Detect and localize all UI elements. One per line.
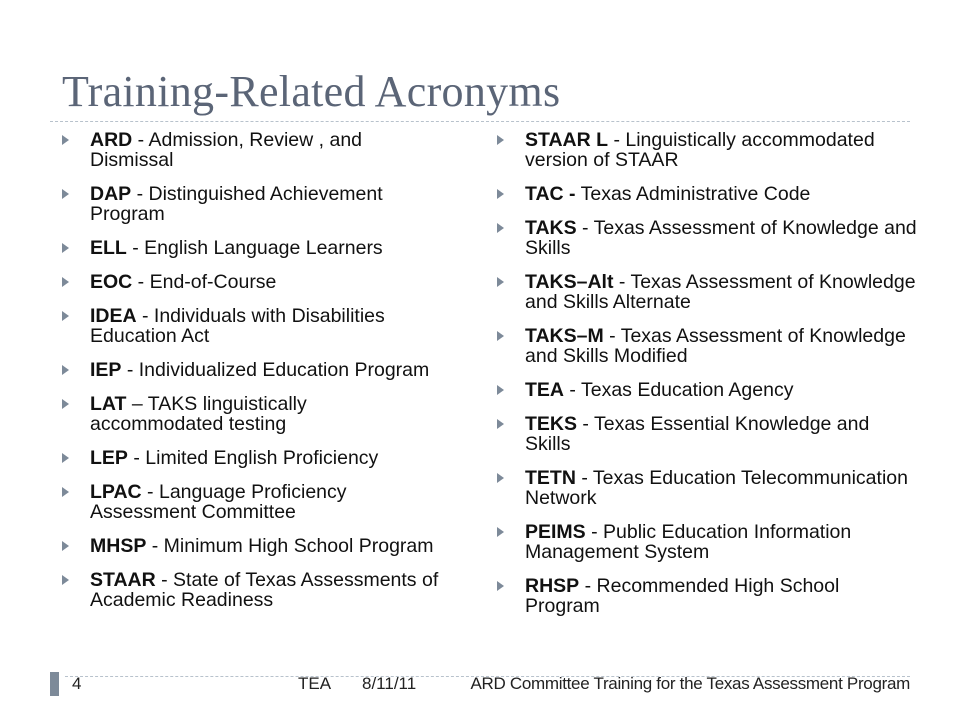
list-item xyxy=(497,218,917,258)
list-item xyxy=(497,576,917,616)
list-item xyxy=(62,482,442,522)
acronym-definition: - Language Proficiency Assessment Committee xyxy=(90,481,347,523)
acronym-definition: - End-of-Course xyxy=(132,271,277,293)
list-item xyxy=(62,394,442,434)
triangle-bullet-icon xyxy=(497,277,504,287)
triangle-bullet-icon xyxy=(62,575,69,585)
acronym-term: DAP xyxy=(90,183,132,205)
list-item xyxy=(62,306,442,346)
triangle-bullet-icon xyxy=(62,541,69,551)
acronym-definition: - Admission, Review , and Dismissal xyxy=(90,129,363,171)
triangle-bullet-icon xyxy=(62,487,69,497)
triangle-bullet-icon xyxy=(497,581,504,591)
acronym-term: STAAR xyxy=(90,569,156,591)
triangle-bullet-icon xyxy=(497,331,504,341)
footer-org: TEA xyxy=(298,674,332,693)
acronym-term: IEP xyxy=(90,359,122,381)
acronym-term: STAAR L xyxy=(525,129,609,151)
acronym-definition: - Individualized Education Program xyxy=(121,359,430,381)
acronym-list-left xyxy=(62,130,442,624)
acronym-definition: - Public Education Information Management System xyxy=(525,521,852,563)
acronym-term: TAC - xyxy=(525,183,576,205)
acronym-term: ELL xyxy=(90,237,127,259)
triangle-bullet-icon xyxy=(497,527,504,537)
acronym-definition: - Texas Essential Knowledge and Skills xyxy=(525,413,870,455)
list-item xyxy=(497,380,917,400)
triangle-bullet-icon xyxy=(62,189,69,199)
acronym-term: IDEA xyxy=(90,305,137,327)
list-item xyxy=(497,130,917,170)
triangle-bullet-icon xyxy=(62,135,69,145)
triangle-bullet-icon xyxy=(497,473,504,483)
acronym-term: LAT xyxy=(90,393,127,415)
list-item xyxy=(497,468,917,508)
list-item xyxy=(497,272,917,312)
list-item xyxy=(497,184,917,204)
acronym-definition: Texas Administrative Code xyxy=(575,183,811,205)
triangle-bullet-icon xyxy=(62,243,69,253)
triangle-bullet-icon xyxy=(62,365,69,375)
list-item xyxy=(497,522,917,562)
acronym-definition: - Limited English Proficiency xyxy=(127,447,379,469)
acronym-definition: - Texas Assessment of Knowledge and Skills Modified xyxy=(525,325,906,367)
acronym-term: TAKS–M xyxy=(525,325,604,347)
page-title: Training-Related Acronyms xyxy=(62,67,561,116)
triangle-bullet-icon xyxy=(62,277,69,287)
acronym-term: TAKS–Alt xyxy=(525,271,614,293)
list-item xyxy=(62,238,442,258)
acronym-term: TEA xyxy=(525,379,564,401)
acronym-definition: - Texas Assessment of Knowledge and Skills xyxy=(525,217,917,259)
triangle-bullet-icon xyxy=(497,135,504,145)
list-item xyxy=(62,360,442,380)
triangle-bullet-icon xyxy=(62,399,69,409)
triangle-bullet-icon xyxy=(62,453,69,463)
acronym-term: TAKS xyxy=(525,217,577,239)
acronym-term: LPAC xyxy=(90,481,142,503)
footer-title: ARD Committee Training for the Texas Assessment Program xyxy=(470,674,910,693)
acronym-term: RHSP xyxy=(525,575,580,597)
list-item xyxy=(62,184,442,224)
list-item xyxy=(62,570,442,610)
acronym-definition: - Texas Assessment of Knowledge and Skills Alternate xyxy=(525,271,916,313)
acronym-term: MHSP xyxy=(90,535,147,557)
acronym-definition: – TAKS linguistically accommodated testing xyxy=(90,393,307,435)
list-item xyxy=(62,272,442,292)
list-item xyxy=(62,536,442,556)
page-number: 4 xyxy=(72,674,82,693)
triangle-bullet-icon xyxy=(497,385,504,395)
acronym-definition: - Minimum High School Program xyxy=(146,535,434,557)
acronym-definition: - Texas Education Telecommunication Network xyxy=(525,467,908,509)
acronym-definition: - Recommended High School Program xyxy=(525,575,840,617)
acronym-definition: - Linguistically accommodated version of STAAR xyxy=(525,129,875,171)
acronym-term: TEKS xyxy=(525,413,578,435)
acronym-list-right xyxy=(497,130,917,630)
acronym-definition: - Individuals with Disabilities Education Act xyxy=(90,305,385,347)
triangle-bullet-icon xyxy=(497,419,504,429)
acronym-term: PEIMS xyxy=(525,521,586,543)
triangle-bullet-icon xyxy=(62,311,69,321)
footer-date: 8/11/11 xyxy=(362,674,417,693)
list-item xyxy=(497,414,917,454)
list-item xyxy=(62,130,442,170)
acronym-term: EOC xyxy=(90,271,133,293)
triangle-bullet-icon xyxy=(497,189,504,199)
acronym-definition: - English Language Learners xyxy=(126,237,383,259)
acronym-term: TETN xyxy=(525,467,576,489)
acronym-definition: - Distinguished Achievement Program xyxy=(90,183,383,225)
triangle-bullet-icon xyxy=(497,223,504,233)
acronym-definition: - State of Texas Assessments of Academic Readiness xyxy=(90,569,439,611)
list-item xyxy=(62,448,442,468)
acronym-definition: - Texas Education Agency xyxy=(564,379,794,401)
acronym-term: ARD xyxy=(90,129,133,151)
title-divider xyxy=(50,121,910,122)
footer-accent-bar xyxy=(50,672,59,696)
acronym-term: LEP xyxy=(90,447,128,469)
list-item xyxy=(497,326,917,366)
